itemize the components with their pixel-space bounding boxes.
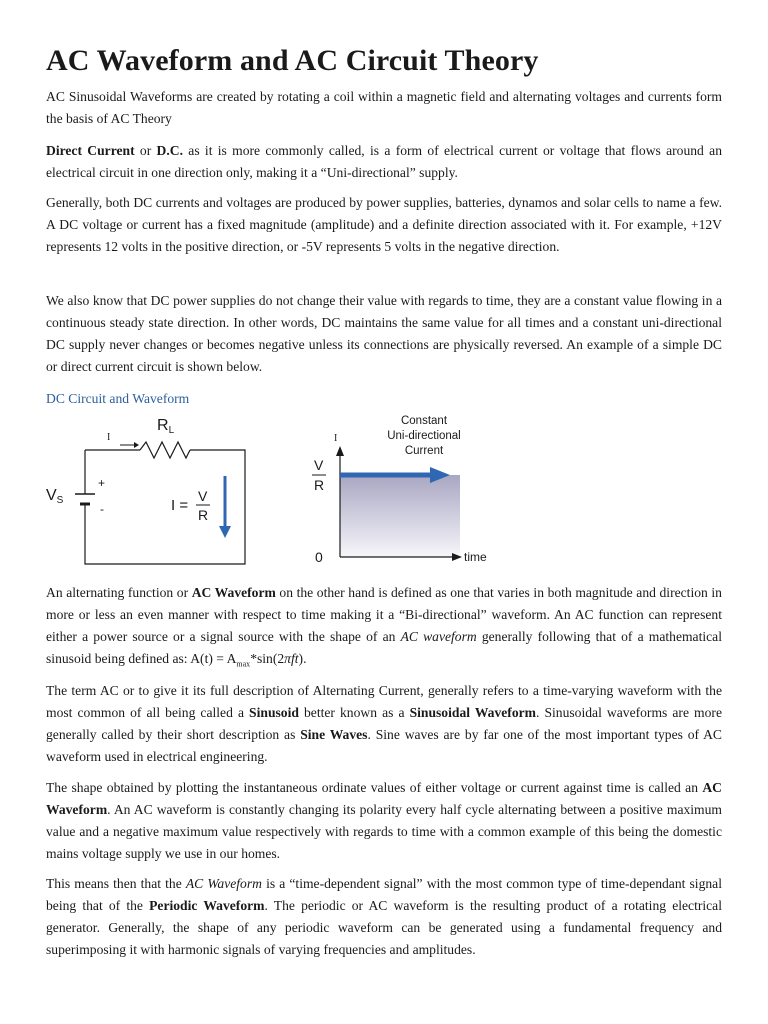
plus-sign: + xyxy=(98,476,106,490)
term-dc: D.C. xyxy=(156,143,183,158)
term-ac-waveform-2: AC Waveform xyxy=(46,780,722,817)
term-ac-waveform: AC Waveform xyxy=(191,585,276,600)
text-fragment: ). xyxy=(298,651,307,666)
dc-sources-paragraph xyxy=(46,192,722,258)
text-fragment: as it is more commonly called, is a form of electrical current or voltage that flows around an electrical circuit in one direction only, making it a “Uni-directional” supply. xyxy=(46,143,722,180)
direct-current-paragraph xyxy=(46,140,722,184)
dc-constant-paragraph xyxy=(46,290,722,378)
text-fragment: The term AC or to give it its full description of Alternating Current, generally refers to a time-varying waveform with the most common of all being called a xyxy=(46,683,722,720)
amax-subscript: max xyxy=(236,659,251,669)
annotation-line-1: Constant xyxy=(400,415,448,427)
graph-y-label: I xyxy=(334,433,338,444)
dc-area-fill xyxy=(340,475,460,557)
figure-caption: DC Circuit and Waveform xyxy=(46,391,190,406)
circuit-current-label: I xyxy=(107,432,111,443)
text-fragment: . Sine waves are by far one of the most important types of AC waveform used in electrical engineering. xyxy=(46,727,722,764)
current-arrow-head xyxy=(134,442,139,448)
term-ac-waveform-italic-2: AC Waveform xyxy=(185,876,262,891)
text-fragment: Generally, both DC currents and voltages are produced by power supplies, batteries, dynamos and solar cells to name a few. A DC voltage or current has a fixed magnitude (amplitude) and a definite direction associated with it. For example, +12V represents 12 volts in the positive direction, or -5V represents 5 volts in the negative direction. xyxy=(46,195,722,254)
text-fragment: better known as a xyxy=(298,705,410,720)
text-fragment: or xyxy=(134,143,157,158)
text-fragment: We also know that DC power supplies do not change their value with regards to time, they are a constant value flowing in a continuous steady state direction. In other words, DC maintains the same value for all times and a constant uni-directional DC supply never changes or becomes negative unless its connections are physically reversed. An example of a simple DC or direct current circuit is shown below. xyxy=(46,293,722,374)
term-ac-waveform-italic: AC waveform xyxy=(400,629,477,644)
y-axis-arrowhead xyxy=(336,446,344,456)
resistor-label xyxy=(157,417,175,436)
graph-level-denominator: R xyxy=(314,477,325,493)
text-fragment: is a “time-dependent signal” with the most common type of time-dependant signal being that of the xyxy=(46,876,722,913)
graph-level-numerator: V xyxy=(314,457,324,473)
resistor-symbol xyxy=(140,442,190,458)
circuit-wire xyxy=(85,450,245,564)
term-sine-waves: Sine Waves xyxy=(300,727,368,742)
page-title: AC Waveform and AC Circuit Theory xyxy=(46,44,539,77)
source-label xyxy=(46,487,64,506)
graph-x-label: time xyxy=(464,550,487,564)
source-label-main: V xyxy=(46,487,57,504)
annotation-line-3: Current xyxy=(404,445,444,457)
annotation-line-2: Uni-directional xyxy=(387,430,461,442)
term-sinusoidal-waveform: Sinusoidal Waveform xyxy=(409,705,536,720)
pi-f-t: πft xyxy=(284,651,299,666)
minus-sign: - xyxy=(100,502,104,516)
dc-waveform-graph xyxy=(300,406,520,570)
intro-paragraph xyxy=(46,86,722,130)
graph-origin-label: 0 xyxy=(315,549,323,565)
text-fragment: generally following that of a mathematical sinusoid being defined as: A(t) = A xyxy=(46,629,722,666)
source-label-sub: S xyxy=(56,495,64,506)
ohm-lhs: I = xyxy=(171,497,189,514)
text-fragment: on the other hand is defined as one that varies in both magnitude and direction in more or less an even manner with respect to time making it a “Bi-directional” waveform. An AC function can represent either a power source or a signal source with the shape of an xyxy=(46,585,722,644)
text-fragment: The shape obtained by plotting the instantaneous ordinate values of either voltage or current against time is called an xyxy=(46,780,703,795)
resistor-label-main: R xyxy=(157,417,169,434)
ohm-numerator: V xyxy=(198,488,208,504)
text-fragment: . Sinusoidal waveforms are more generally called by their short description as xyxy=(46,705,722,742)
intro-text: AC Sinusoidal Waveforms are created by rotating a coil within a magnetic field and alternating voltages and currents form the basis of AC Theory xyxy=(46,89,722,126)
sinusoid-paragraph xyxy=(46,680,722,768)
ohm-denominator: R xyxy=(198,507,209,523)
ac-shape-paragraph xyxy=(46,777,722,865)
resistor-label-sub: L xyxy=(168,425,175,436)
text-fragment: *sin(2 xyxy=(250,651,285,666)
dc-circuit-diagram xyxy=(40,412,270,574)
term-sinusoid: Sinusoid xyxy=(249,705,299,720)
ac-waveform-paragraph xyxy=(46,582,722,676)
text-fragment: An alternating function or xyxy=(46,585,192,600)
ohm-arrow-head xyxy=(219,526,231,538)
text-fragment: This means then that the xyxy=(46,876,186,891)
text-fragment: . The periodic or AC waveform is the resulting product of a rotating electrical generator. Generally, the shape of any periodic waveform can be generated using a fundamental frequency and superimposing it with harmonic signals of varying frequencies and amplitudes. xyxy=(46,898,722,957)
term-periodic-waveform: Periodic Waveform xyxy=(149,898,265,913)
text-fragment: . An AC waveform is constantly changing its polarity every half cycle alternating between a positive maximum value and a negative maximum value respectively with regards to time with a common example of this being the domestic mains voltage supply we use in our homes. xyxy=(46,802,722,861)
term-direct-current: Direct Current xyxy=(46,143,135,158)
periodic-waveform-paragraph xyxy=(46,873,722,961)
